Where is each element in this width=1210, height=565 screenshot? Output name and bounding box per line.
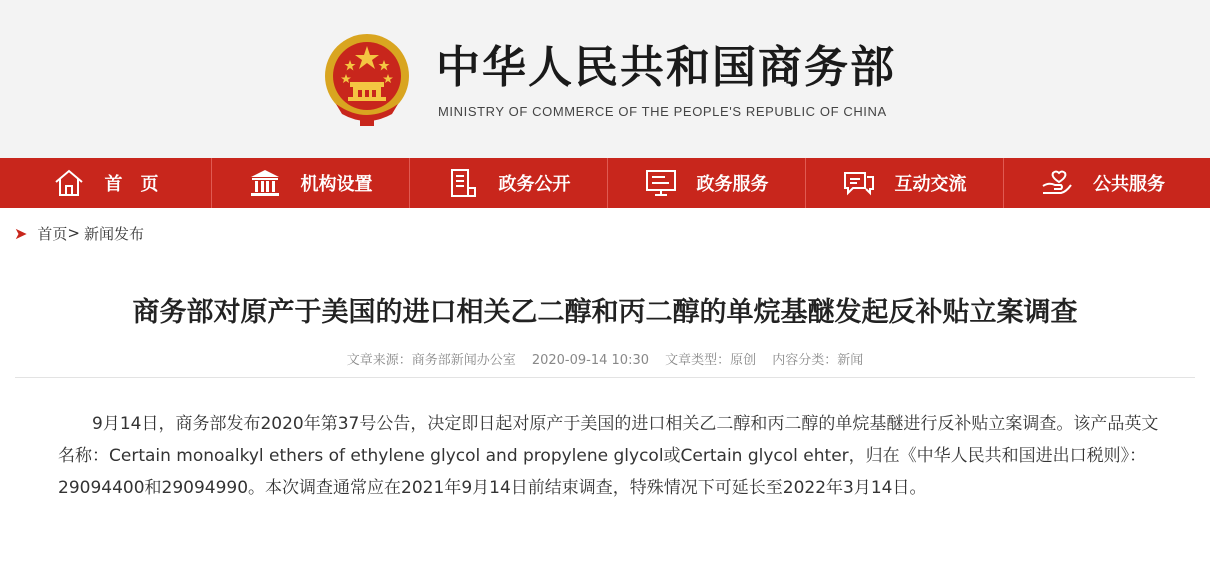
article-datetime: 2020-09-14 10:30	[531, 353, 649, 368]
site-header	[0, 0, 1210, 158]
nav-item-label: 政务服务	[696, 174, 769, 195]
site-subtitle: MINISTRY OF COMMERCE OF THE PEOPLE'S REPUBLIC OF CHINA	[438, 104, 887, 119]
breadcrumb-current: 新闻发布	[84, 224, 145, 243]
nav-item-home[interactable]	[0, 158, 212, 208]
document-icon	[447, 168, 479, 198]
article-type: 文章类型：原创	[665, 353, 757, 368]
hands-icon	[1041, 168, 1073, 198]
nav-item-label: 公共服务	[1093, 174, 1165, 195]
article-category: 内容分类：新闻	[772, 353, 864, 368]
nav-item-label: 机构设置	[300, 174, 373, 195]
nav-item-government-services[interactable]	[608, 158, 806, 208]
article-body: 9月14日，商务部发布2020年第37号公告，决定即日起对原产于美国的进口相关乙二醇和丙二醇的单烷基醚进行反补贴立案调查。该产品英文名称：Certain monoalkyl ethers of ethylene glycol and propylene glycol或Certain glycol ehter，归在《中华人民共和国进出口税则》：29094400和29094990。本次调查通常应在2021年9月14日前结束调查，特殊情况下可延长至2022年3月14日。	[58, 414, 1159, 498]
home-icon	[53, 168, 85, 198]
breadcrumb	[0, 208, 1210, 258]
building-icon	[249, 168, 281, 198]
breadcrumb-separator: >	[67, 224, 80, 242]
site-title: 中华人民共和国商务部	[436, 42, 896, 93]
article-title: 商务部对原产于美国的进口相关乙二醇和丙二醇的单烷基醚发起反补贴立案调查	[132, 297, 1078, 328]
divider	[15, 377, 1195, 378]
nav-item-public-services[interactable]	[1004, 158, 1202, 208]
article-source: 文章来源：商务部新闻办公室	[346, 353, 516, 368]
nav-item-organization[interactable]	[212, 158, 410, 208]
article-meta	[0, 349, 1210, 368]
nav-item-label: 政务公开	[498, 174, 571, 195]
main-nav	[0, 158, 1210, 208]
nav-item-public-affairs[interactable]	[410, 158, 608, 208]
nav-item-label: 首 页	[104, 174, 159, 195]
national-emblem-icon[interactable]	[322, 30, 412, 128]
chat-icon	[843, 168, 875, 198]
chevron-right-icon: ➤	[14, 223, 28, 243]
nav-item-interaction[interactable]	[806, 158, 1004, 208]
nav-item-label: 互动交流	[894, 174, 967, 195]
breadcrumb-home-link[interactable]: 首页	[37, 224, 68, 243]
monitor-icon	[645, 168, 677, 198]
